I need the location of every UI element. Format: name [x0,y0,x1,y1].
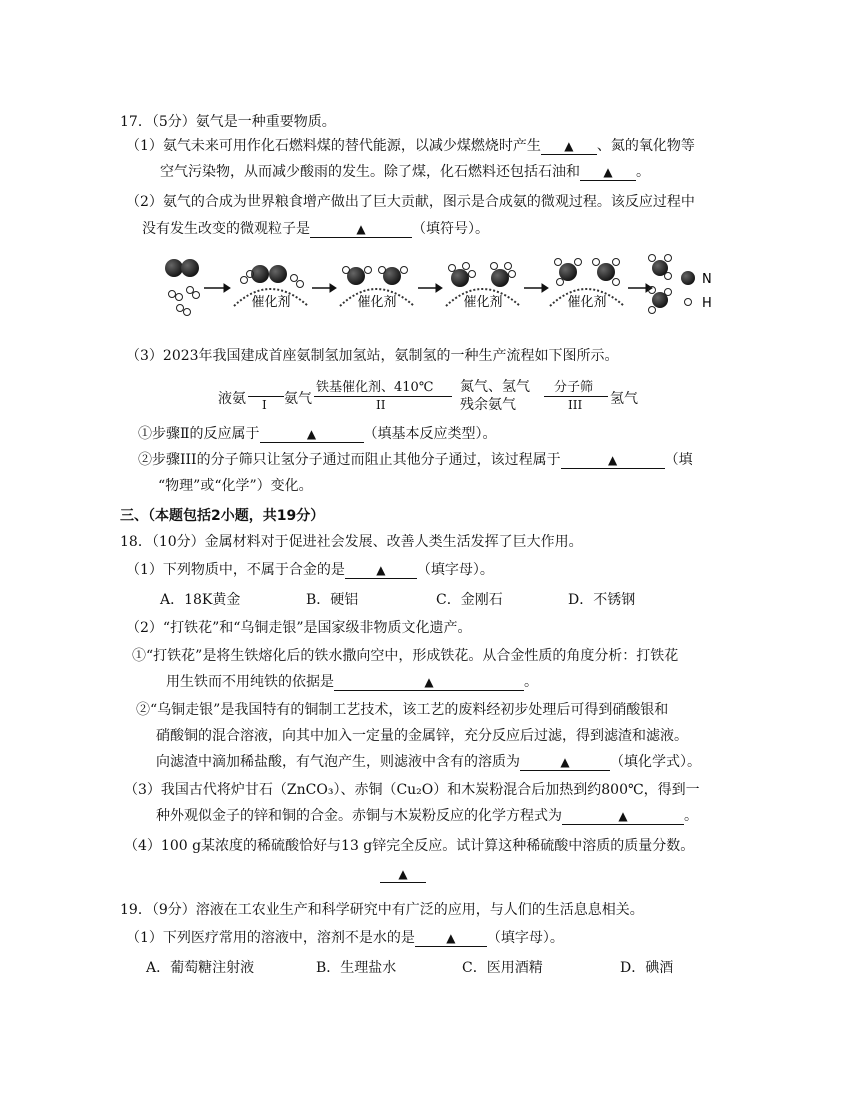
q17-p1-text-b: 、氮的氧化物等 [596,138,695,154]
answer-blank[interactable] [380,866,426,883]
q19-p1-text-b: （填字母）。 [486,930,564,946]
answer-blank[interactable] [561,452,665,469]
q19-option-b[interactable]: B．生理盐水 [316,960,397,976]
q18-option-d[interactable]: D．不锈钢 [568,592,636,608]
arrow-icon [524,284,548,292]
q18-p3-text-b: 种外观似金子的锌和铜的合金。赤铜与木炭粉反应的化学方程式为 [156,808,562,824]
q19-option-c[interactable]: C．医用酒精 [462,960,543,976]
blank-marker: ▲ [607,453,618,467]
q18-p2-2-line3 [156,752,701,772]
q18-p3-line1: （3）我国古代将炉甘石（ZnCO₃）、赤铜（Cu₂O）和木炭粉混合后加热到约800℃，得到一 [124,782,700,798]
q18-stem: 18．（10分）金属材料对于促进社会发展、改善人类生活发挥了巨大作用。 [120,534,583,550]
q18-p1-line [126,560,494,580]
q18-option-c[interactable]: C．金刚石 [436,592,503,608]
catalyst-stage-3 [446,263,520,311]
q18-p2-line: （2）“打铁花”和“乌铜走银”是国家级非物质文化遗产。 [126,620,472,636]
q18-option-a[interactable]: A．18K黄金 [160,592,241,608]
q17-p3-1-text-a: ①步骤Ⅱ的反应属于 [138,426,260,442]
ammonia-synthesis-diagram [160,250,720,320]
flow-products-b: 残余氨气 [460,397,516,413]
q19-stem: 19．（9分）溶液在工农业生产和科学研究中有广泛的应用，与人们的生活息息相关。 [120,902,644,918]
q17-p2-line2 [142,219,489,239]
q17-p1-line2 [160,162,650,182]
flow-step-2: II [376,398,386,412]
q18-p2-2-line2: 硝酸铜的混合溶液，向其中加入一定量的金属锌，充分反应后过滤，得到滤渣和滤液。 [156,728,688,744]
blank-marker: ▲ [356,222,366,236]
section-3-heading: 三、（本题包括2小题，共19分） [120,508,325,524]
q17-p2-text-c: （填符号）。 [412,221,489,237]
q18-option-b[interactable]: B．硬铝 [306,592,359,608]
flow-step-3: III [568,398,583,412]
q18-p2-2-text-c: 向滤渣中滴加稀盐酸，有气泡产生，则滤液中含有的溶质为 [156,754,520,770]
legend [681,271,712,311]
q19-p1-line [126,928,564,948]
q17-p2-line1: （2）氨气的合成为世界粮食增产做出了巨大贡献，图示是合成氨的微观过程。该反应过程中 [126,194,695,210]
flow-step-1: I [262,398,267,412]
q19-option-a[interactable]: A．葡萄糖注射液 [146,960,255,976]
nitrogen-atom-icon [681,271,695,285]
q18-p2-1-line2 [166,672,538,692]
q17-p1-line1 [126,136,695,156]
arrow-icon [312,284,336,292]
answer-blank[interactable] [260,426,364,443]
blank-marker: ▲ [618,809,628,823]
flow-ammonia-gas: 氨气 [284,391,312,407]
flow-condition-2: 铁基催化剂、410℃ [316,380,434,395]
blank-marker: ▲ [446,931,456,945]
blank-marker: ▲ [560,755,570,769]
q18-p4-line: （4）100 g某浓度的稀硫酸恰好与13 g锌完全反应。试计算这种稀硫酸中溶质的质量分数。 [124,838,695,854]
answer-blank[interactable] [334,674,524,691]
answer-blank[interactable] [580,164,636,181]
q18-p2-2-text-d: （填化学式）。 [610,754,701,770]
q18-p2-1-text-c: 。 [524,674,538,690]
q17-p1-text-c: 空气污染物，从而减少酸雨的发生。除了煤，化石燃料还包括石油和 [160,164,580,180]
catalyst-label: 催化剂 [463,295,503,310]
q17-p1-text-d: 。 [636,164,650,180]
flow-liquid-ammonia: 液氨 [218,391,246,407]
q17-p3-line: （3）2023年我国建成首座氨制氢加氢站，氨制氢的一种生产流程如下图所示。 [126,348,619,364]
catalyst-label: 催化剂 [357,295,397,310]
q17-p3-1-line [138,424,497,444]
flow-arrow-2 [314,388,452,397]
q17-p3-2-line2: “物理”或“化学”）变化。 [158,478,313,494]
blank-marker: ▲ [603,165,613,179]
flow-arrow-3 [544,388,608,397]
blank-marker: ▲ [424,675,434,689]
answer-blank[interactable] [520,754,610,771]
q18-p2-1-text-b: 用生铁而不用纯铁的依据是 [166,674,334,690]
blank-marker: ▲ [306,427,317,441]
reactant-molecules [165,259,200,316]
flow-arrow-1 [248,388,284,397]
catalyst-stage-2 [340,267,414,311]
answer-blank[interactable] [541,138,597,155]
answer-blank[interactable] [415,930,487,947]
answer-blank[interactable] [310,221,412,238]
product-molecules [649,255,672,314]
catalyst-stage-4 [550,259,624,311]
q18-p2-2-line1: ②“乌铜走银”是我国特有的铜制工艺技术，该工艺的废料经初步处理后可得到硝酸银和 [136,702,669,718]
arrow-icon [418,284,442,292]
q19-p1-text-a: （1）下列医疗常用的溶液中，溶剂不是水的是 [126,930,415,946]
q17-p3-2-text-a: ②步骤III的分子筛只让氢分子通过而阻止其他分子通过，该过程属于 [138,452,561,468]
q17-p2-text-b: 没有发生改变的微观粒子是 [142,221,310,237]
q17-p3-2-text-b: （填 [664,452,693,468]
flow-products-a: 氮气、氢气 [460,379,530,395]
q18-p1-text-b: （填字母）。 [416,562,494,578]
q18-p3-text-c: 。 [684,808,698,824]
q18-p2-1-line1: ①“打铁花”是将生铁熔化后的铁水撒向空中，形成铁花。从合金性质的角度分析：打铁花 [132,648,679,664]
q17-p1-text-a: （1）氨气未来可用作化石燃料煤的替代能源，以减少煤燃烧时产生 [126,138,541,154]
q17-p3-1-text-b: （填基本反应类型）。 [363,426,497,442]
flow-hydrogen: 氢气 [610,391,638,407]
flow-condition-3: 分子筛 [554,380,594,395]
answer-blank[interactable] [562,808,684,825]
hydrogen-atom-icon [685,299,692,306]
q18-p1-text-a: （1）下列物质中，不属于合金的是 [126,562,345,578]
q19-option-d[interactable]: D．碘酒 [620,960,674,976]
blank-marker: ▲ [564,139,574,153]
catalyst-label: 催化剂 [251,295,291,310]
production-flow [218,374,658,418]
catalyst-label: 催化剂 [567,295,607,310]
q18-p3-line2 [156,806,698,826]
q17-stem: 17．（5分）氨气是一种重要物质。 [120,114,336,130]
catalyst-stage-1 [234,265,308,310]
legend-h-label: H [702,296,712,311]
arrow-icon [204,284,230,292]
answer-blank[interactable] [345,562,417,579]
blank-marker: ▲ [376,563,386,577]
q17-p3-2-line1 [138,450,693,470]
q18-p4-answer [380,864,426,884]
blank-marker: ▲ [398,867,408,881]
legend-n-label: N [702,272,712,287]
